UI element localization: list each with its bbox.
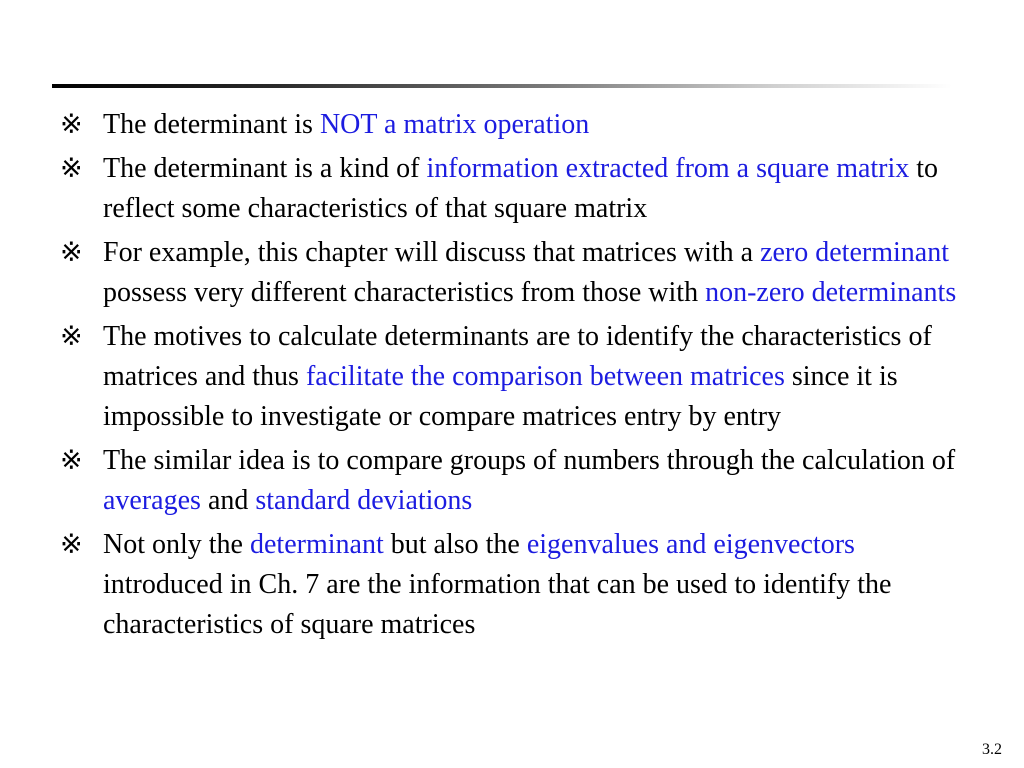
bullet-item (60, 105, 960, 145)
bullet-item (60, 233, 960, 313)
bullet-item (60, 317, 960, 437)
highlighted-text: standard deviations (255, 485, 473, 516)
highlighted-text: NOT a matrix operation (319, 109, 590, 140)
text-segment: introduced in Ch. 7 are the information that can be used to identify the characteristics of square matrices (103, 569, 892, 640)
highlighted-text: eigenvalues and eigenvectors (526, 529, 855, 560)
bullet-marker-icon: ※ (60, 153, 83, 184)
text-segment: but also the (383, 529, 527, 560)
bullet-text (103, 525, 960, 645)
text-segment: The determinant is a kind of (103, 153, 427, 184)
text-segment: The motives to calculate determinants are to identify the characteristics of matrices and thus (103, 321, 932, 392)
bullet-text (103, 233, 960, 313)
highlighted-text: averages (103, 485, 201, 516)
bullet-item (60, 149, 960, 229)
highlighted-text: information extracted from a square matrix (426, 153, 910, 184)
text-segment: The similar idea is to compare groups of numbers through the calculation of (103, 445, 956, 476)
text-segment: Not only the (103, 529, 250, 560)
highlighted-text: zero determinant (760, 237, 949, 268)
bullet-item (60, 525, 960, 645)
text-segment: possess very different characteristics from those with (103, 277, 706, 308)
bullet-marker-icon: ※ (60, 237, 83, 268)
bullet-marker-icon: ※ (60, 529, 83, 560)
text-segment: to reflect some characteristics of that square matrix (103, 153, 939, 224)
highlighted-text: non-zero determinants (705, 277, 957, 308)
page-number: 3.2 (982, 741, 1002, 758)
text-segment: For example, this chapter will discuss that matrices with a (103, 237, 761, 268)
text-segment: The determinant is (103, 109, 320, 140)
highlighted-text: determinant (250, 529, 384, 560)
text-segment: and (200, 485, 256, 516)
text-segment: since it is impossible to investigate or compare matrices entry by entry (103, 361, 898, 432)
bullet-marker-icon: ※ (60, 109, 83, 140)
title-divider-line (52, 84, 952, 88)
bullet-text (103, 441, 960, 521)
highlighted-text: facilitate the comparison between matrices (305, 361, 785, 392)
bullet-item (60, 441, 960, 521)
bullet-text (103, 105, 960, 145)
bullet-marker-icon: ※ (60, 445, 83, 476)
bullet-list (60, 105, 960, 649)
bullet-text (103, 317, 960, 437)
bullet-text (103, 149, 960, 229)
bullet-marker-icon: ※ (60, 321, 83, 352)
